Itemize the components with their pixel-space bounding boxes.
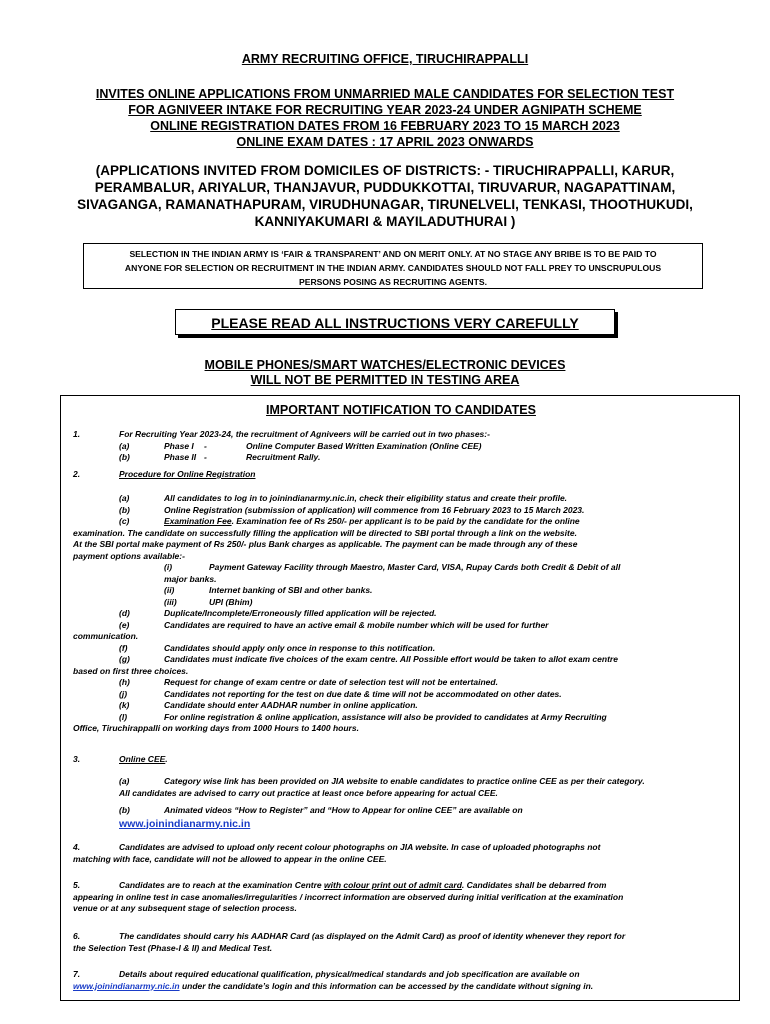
s2-c-ii-tag: (ii) bbox=[164, 585, 175, 595]
section-2 bbox=[73, 469, 723, 481]
invite-line-2: FOR AGNIVEER INTAKE FOR RECRUITING YEAR 2023-24 UNDER AGNIPATH SCHEME bbox=[128, 103, 642, 117]
s2-e-tag: (e) bbox=[119, 619, 130, 630]
s2-c-heading: Examination Fee bbox=[164, 516, 232, 526]
district-line-1: (APPLICATIONS INVITED FROM DOMICILES OF DISTRICTS: - TIRUCHIRAPPALLI, KARUR, bbox=[95, 163, 675, 178]
s2-d-text: Duplicate/Incomplete/Erroneously filled application will be rejected. bbox=[164, 608, 437, 618]
section-1-intro: For Recruiting Year 2023-24, the recruitment of Agniveers will be carried out in two phases:- bbox=[119, 429, 490, 439]
joinindianarmy-link-1[interactable]: www.joinindianarmy.nic.in bbox=[119, 817, 251, 830]
s2-h-text: Request for change of exam centre or date of selection test will not be entertained. bbox=[164, 677, 498, 687]
district-line-2: PERAMBALUR, ARIYALUR, THANJAVUR, PUDDUKKOTTAI, TIRUVARUR, NAGAPATTINAM, bbox=[94, 180, 676, 195]
s3-a-tag: (a) bbox=[119, 776, 130, 786]
section-3-items bbox=[73, 776, 723, 830]
section-7-number: 7. bbox=[73, 969, 81, 979]
section-1-number: 1. bbox=[73, 429, 81, 439]
section-6 bbox=[73, 931, 723, 954]
mobile-line-2: WILL NOT BE PERMITTED IN TESTING AREA bbox=[250, 373, 520, 387]
s2-h-tag: (h) bbox=[119, 677, 130, 687]
s2-c-i-text-2: major banks. bbox=[164, 573, 217, 584]
s7-text-2: under the candidate’s login and this information can be accessed by the candidate without signing in. bbox=[179, 980, 594, 991]
s2-c-i-tag: (i) bbox=[164, 562, 173, 572]
s3-b-text: Animated videos “How to Register” and “How to Appear for online CEE” are available on bbox=[164, 805, 523, 815]
section-1 bbox=[73, 429, 723, 464]
s2-f-tag: (f) bbox=[119, 642, 128, 653]
s1-b-tag: (b) bbox=[119, 452, 130, 462]
s1-a-dash: - bbox=[204, 440, 207, 451]
s2-e-text-1: Candidates are required to have an active email & mobile number which will be used for further bbox=[164, 619, 549, 630]
s1-b-dash: - bbox=[204, 452, 207, 462]
invite-heading bbox=[40, 86, 730, 150]
s2-c-iii-tag: (iii) bbox=[164, 596, 177, 607]
s2-g-text-2: based on first three choices. bbox=[73, 665, 189, 676]
s1-a-tag: (a) bbox=[119, 440, 130, 451]
s2-l-text-2: Office, Tiruchirappalli on working days from 1000 Hours to 1400 hours. bbox=[73, 723, 359, 733]
office-title: ARMY RECRUITING OFFICE, TIRUCHIRAPPALLI bbox=[241, 52, 529, 66]
s2-e-text-2: communication. bbox=[73, 631, 139, 641]
section-3 bbox=[73, 754, 723, 766]
bribe-warning-box bbox=[83, 243, 703, 289]
s5-text-2: appearing in online test in case anomalies/irregularities / incorrect information are observed during initial verification at the examination bbox=[73, 891, 624, 902]
s2-d-tag: (d) bbox=[119, 608, 130, 618]
mobile-line-1: MOBILE PHONES/SMART WATCHES/ELECTRONIC DEVICES bbox=[204, 358, 566, 372]
section-2-number: 2. bbox=[73, 469, 81, 479]
district-line-3: SIVAGANGA, RAMANATHAPURAM, VIRUDHUNAGAR, TIRUNELVELI, TENKASI, THOOTHUKUDI, bbox=[77, 197, 693, 212]
section-3-dot: . bbox=[165, 754, 168, 764]
s5-text-pre: Candidates are to reach at the examination Centre bbox=[119, 880, 325, 890]
section-3-number: 3. bbox=[73, 754, 81, 764]
s2-c-text-2: examination. The candidate on successfully filling the application will be directed to SBI portal through a link on the website. bbox=[73, 527, 577, 538]
districts-block bbox=[60, 162, 710, 230]
s4-text-1: Candidates are advised to upload only recent colour photographs on JIA website. In case of uploaded photographs not bbox=[119, 842, 601, 852]
warning-line-3: PERSONS POSING AS RECRUITING AGENTS. bbox=[299, 277, 487, 287]
s2-l-text-1: For online registration & online application, assistance will also be provided to candidates at Army Recruiting bbox=[164, 711, 607, 722]
district-line-4: KANNIYAKUMARI & MAYILADUTHURAI ) bbox=[254, 214, 516, 229]
s2-k-text: Candidate should enter AADHAR number in online application. bbox=[164, 700, 418, 710]
section-3-heading: Online CEE bbox=[119, 754, 166, 764]
section-7 bbox=[73, 969, 723, 992]
s6-text-2: the Selection Test (Phase-I & II) and Medical Test. bbox=[73, 942, 273, 953]
please-read-banner: PLEASE READ ALL INSTRUCTIONS VERY CAREFULLY bbox=[175, 309, 615, 335]
s5-text-post: . Candidates shall be debarred from bbox=[461, 880, 607, 890]
s2-g-text-1: Candidates must indicate five choices of the exam centre. All Possible effort would be taken to allot exam centre bbox=[164, 654, 618, 664]
warning-line-1: SELECTION IN THE INDIAN ARMY IS ‘FAIR & TRANSPARENT’ AND ON MERIT ONLY. AT NO STAGE ANY BRIBE IS TO BE PAID TO bbox=[129, 249, 657, 259]
s2-f-text: Candidates should apply only once in response to this notification. bbox=[164, 642, 436, 653]
s4-text-2: matching with face, candidate will not be allowed to appear in the online CEE. bbox=[73, 853, 387, 864]
s1-b-phase: Phase II bbox=[164, 452, 197, 462]
s2-c-text-3: At the SBI portal make payment of Rs 250/- plus Bank charges as applicable. The payment can be made through any of these bbox=[73, 539, 578, 549]
s2-c-ii-text: Internet banking of SBI and other banks. bbox=[209, 585, 373, 595]
s2-k-tag: (k) bbox=[119, 700, 130, 710]
notification-box bbox=[60, 395, 740, 1001]
joinindianarmy-link-2[interactable]: www.joinindianarmy.nic.in bbox=[73, 980, 180, 991]
s3-a-text-2: All candidates are advised to carry out practice at least once before appearing for actual CEE. bbox=[119, 787, 498, 798]
section-6-number: 6. bbox=[73, 931, 81, 941]
section-2-items bbox=[73, 493, 723, 735]
s1-b-text: Recruitment Rally. bbox=[246, 452, 321, 462]
s2-l-tag: (l) bbox=[119, 711, 128, 722]
s2-a-tag: (a) bbox=[119, 493, 130, 503]
s2-j-tag: (j) bbox=[119, 688, 128, 699]
s2-g-tag: (g) bbox=[119, 654, 130, 664]
s3-a-text-1: Category wise link has been provided on JIA website to enable candidates to practice online CEE as per their category. bbox=[164, 776, 645, 786]
s7-text-1: Details about required educational qualification, physical/medical standards and job specification are available on bbox=[119, 969, 580, 979]
invite-line-4: ONLINE EXAM DATES : 17 APRIL 2023 ONWARDS bbox=[236, 135, 534, 149]
section-4-number: 4. bbox=[73, 842, 81, 852]
s5-text-3: venue or at any subsequent stage of selection process. bbox=[73, 903, 297, 913]
s2-a-text: All candidates to log in to joinindianarmy.nic.in, check their eligibility status and create their profile. bbox=[164, 493, 568, 503]
invite-line-3: ONLINE REGISTRATION DATES FROM 16 FEBRUARY 2023 TO 15 MARCH 2023 bbox=[150, 119, 620, 133]
s3-b-tag: (b) bbox=[119, 805, 130, 815]
invite-line-1: INVITES ONLINE APPLICATIONS FROM UNMARRIED MALE CANDIDATES FOR SELECTION TEST bbox=[95, 87, 675, 101]
notification-title: IMPORTANT NOTIFICATION TO CANDIDATES bbox=[266, 403, 536, 417]
s2-c-tag: (c) bbox=[119, 516, 130, 526]
s2-c-text-1: . Examination fee of Rs 250/- per applicant is to be paid by the candidate for the online bbox=[231, 516, 580, 526]
s2-b-text: Online Registration (submission of application) will commence from 16 February 2023 to 15 March 2023. bbox=[164, 504, 585, 515]
mobile-devices-notice bbox=[0, 358, 770, 388]
warning-line-2: ANYONE FOR SELECTION OR RECRUITMENT IN THE INDIAN ARMY. CANDIDATES SHOULD NOT FALL PREY TO UNSCRUPULOUS bbox=[124, 263, 662, 273]
s5-text-underlined: with colour print out of admit card bbox=[324, 880, 462, 890]
s2-b-tag: (b) bbox=[119, 504, 130, 515]
s2-j-text: Candidates not reporting for the test on due date & time will not be accommodated on other dates. bbox=[164, 688, 562, 699]
s2-c-text-4: payment options available:- bbox=[73, 550, 185, 561]
section-5 bbox=[73, 880, 723, 915]
s1-a-text: Online Computer Based Written Examination (Online CEE) bbox=[246, 440, 482, 451]
section-5-number: 5. bbox=[73, 880, 81, 890]
s6-text-1: The candidates should carry his AADHAR Card (as displayed on the Admit Card) as proof of identity whenever they report for bbox=[119, 931, 626, 941]
s2-c-i-text-1: Payment Gateway Facility through Maestro, Master Card, VISA, Rupay Cards both Credit & Debit of all bbox=[209, 562, 621, 572]
s1-a-phase: Phase I bbox=[164, 440, 194, 451]
section-4 bbox=[73, 842, 723, 865]
section-2-heading: Procedure for Online Registration bbox=[119, 469, 256, 479]
s2-c-iii-text: UPI (Bhim) bbox=[209, 596, 253, 607]
